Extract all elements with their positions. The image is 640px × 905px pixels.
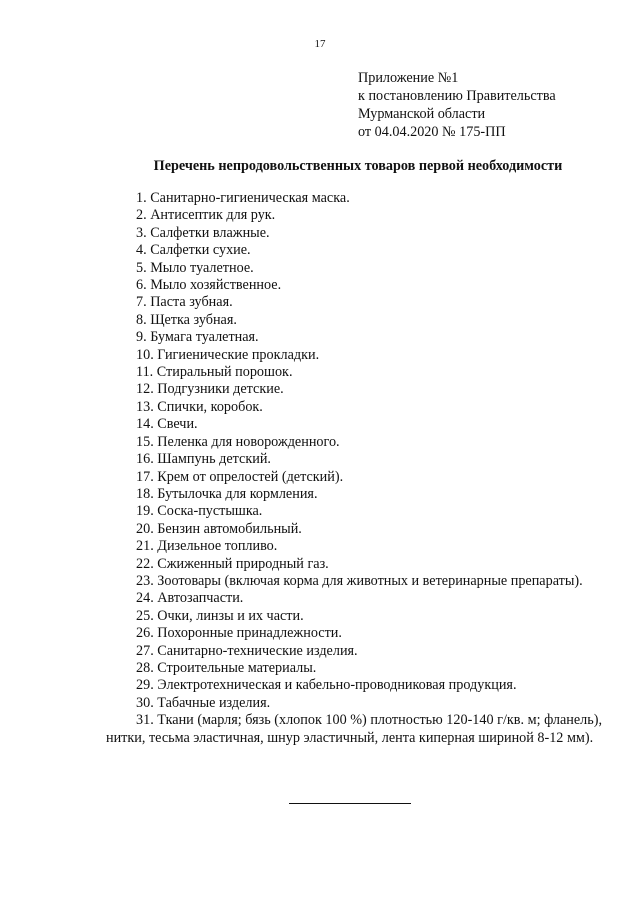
list-item: 21. Дизельное топливо. <box>136 538 278 555</box>
list-item: 5. Мыло туалетное. <box>136 259 254 276</box>
list-item: 22. Сжиженный природный газ. <box>136 555 329 572</box>
list-item: 1. Санитарно-гигиеническая маска. <box>136 190 350 206</box>
list-item: 23. Зоотовары (включая корма для животных и ветеринарные препараты). <box>136 572 583 589</box>
list-item: 11. Стиральный порошок. <box>136 364 293 381</box>
list-item: 3. Салфетки влажные. <box>136 224 270 241</box>
list-item: 8. Щетка зубная. <box>136 311 237 328</box>
appendix-line-4: от 04.04.2020 № 175-ПП <box>358 124 506 140</box>
list-item: 30. Табачные изделия. <box>136 694 271 711</box>
list-item: 20. Бензин автомобильный. <box>136 520 302 537</box>
list-item: 28. Строительные материалы. <box>136 659 317 676</box>
list-item: 18. Бутылочка для кормления. <box>136 485 318 502</box>
list-item: 29. Электротехническая и кабельно-проводниковая продукция. <box>136 677 517 694</box>
appendix-line-1: Приложение №1 <box>358 70 459 86</box>
list-item: 27. Санитарно-технические изделия. <box>136 642 358 659</box>
list-item: 4. Салфетки сухие. <box>136 242 251 259</box>
list-item: 31. Ткани (марля; бязь (хлопок 100 %) плотностью 120-140 г/кв. м; фланель), нитки, тесьма эластичная, шнур эластичный, лента киперная шириной 8-12 мм). <box>106 712 602 746</box>
goods-list <box>106 190 602 747</box>
page-number: 17 <box>314 38 326 50</box>
list-item: 26. Похоронные принадлежности. <box>136 625 342 642</box>
closing-line-divider <box>289 803 411 804</box>
list-item: 14. Свечи. <box>136 416 198 433</box>
list-item: 12. Подгузники детские. <box>136 381 284 398</box>
appendix-line-2: к постановлению Правительства <box>358 88 556 104</box>
list-item: 17. Крем от опрелостей (детский). <box>136 468 344 485</box>
list-item: 2. Антисептик для рук. <box>136 207 276 224</box>
list-item: 25. Очки, линзы и их части. <box>136 607 304 624</box>
list-item: 15. Пеленка для новорожденного. <box>136 433 340 450</box>
list-item: 6. Мыло хозяйственное. <box>136 277 282 294</box>
list-item: 9. Бумага туалетная. <box>136 329 259 346</box>
appendix-line-3: Мурманской области <box>358 106 486 122</box>
appendix-header <box>358 69 556 141</box>
list-item: 19. Соска-пустышка. <box>136 503 263 520</box>
list-item: 16. Шампунь детский. <box>136 451 271 468</box>
list-item: 13. Спички, коробок. <box>136 398 263 415</box>
list-item: 10. Гигиенические прокладки. <box>136 346 320 363</box>
list-item: 7. Паста зубная. <box>136 294 233 311</box>
list-item: 24. Автозапчасти. <box>136 590 244 607</box>
document-title: Перечень непродовольственных товаров первой необходимости <box>153 158 563 174</box>
